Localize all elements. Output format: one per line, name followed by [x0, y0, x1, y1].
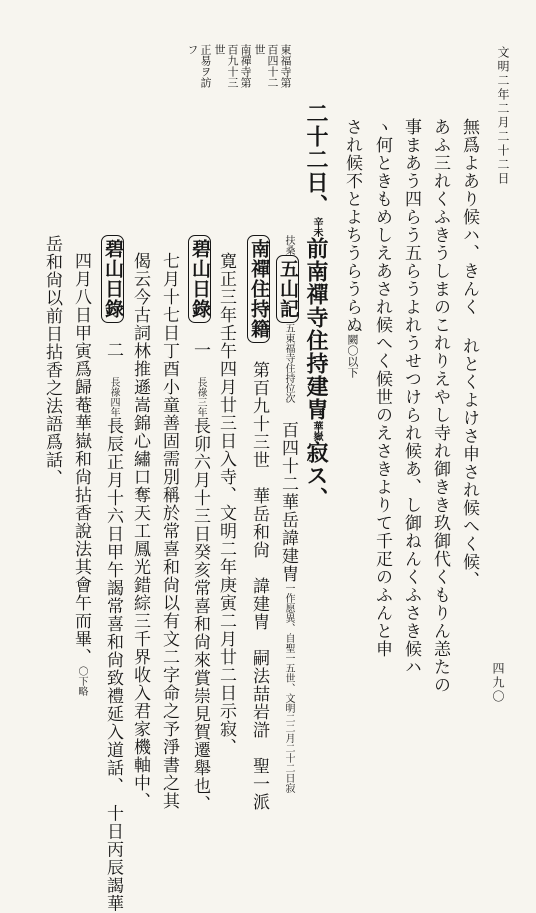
- hekizan-2-pre: 二: [103, 341, 123, 359]
- entry-title-reading: 辛未: [311, 217, 322, 237]
- hekizan-2-title-box: 碧山日錄: [101, 235, 124, 323]
- hekizan-1-line-3: 偈云今古詞林推遜嵩錦心繡口奪天工鳳光錯綜三千界收入君家機軸中、: [130, 252, 150, 810]
- entry-title-end: 寂ス、: [303, 441, 329, 510]
- entry-title-rest: 前南禪寺住持建冑: [303, 237, 329, 421]
- nanzen-title-box: 南禪住持籍: [247, 235, 270, 343]
- top-note-5: 百九十三: [226, 44, 239, 88]
- hekizan-2-line-2: [72, 252, 89, 696]
- hekizan-1-title-box: 碧山日錄: [188, 235, 211, 323]
- nanzen-line-1: [247, 235, 270, 811]
- hekizan-2-note: 長祿四年: [108, 377, 119, 417]
- hekizan-2-line-1: [101, 235, 124, 913]
- entry-title-main: 二十二日、: [303, 102, 329, 217]
- letter-line-5-text: され候不とよちうらうらぬ: [342, 118, 362, 334]
- hekizan-2-line-2-note: 〇下略: [76, 666, 87, 696]
- letter-line-5: [343, 118, 360, 378]
- gozanki-prefix: 扶桑: [283, 235, 294, 255]
- hekizan-2-line-2-text: 四月八日甲寅爲歸菴華嶽和尙拈香說法其會午而畢、: [71, 252, 91, 666]
- hekizan-2-text: 長辰正月十六日甲午謁常喜和尙致禮延入道話、: [103, 417, 123, 787]
- nanzen-text-2: 華岳和尙: [249, 487, 269, 559]
- hekizan-1-line-2: 七月十七日丁酉小童善固需別稱於常喜和尙以有文二字命之予淨書之其: [159, 252, 179, 810]
- hekizan-1-line-1: [188, 235, 211, 813]
- top-note-7: 正易ヲ訪: [199, 44, 212, 88]
- hekizan-1-text: 長卯六月十三日癸亥常喜和尙來賞崇見賀遷舉也、: [190, 417, 210, 813]
- top-note-4: 南禪寺第: [239, 44, 252, 88]
- gozanki-text: 百四十二華岳: [278, 421, 298, 529]
- hekizan-2-line-3: 岳和尙以前日拈香之法語爲話、: [42, 235, 62, 487]
- top-note-1: 東福寺第: [279, 44, 292, 88]
- letter-line-3: 事まあう四らう五らうよれうせつけられ候あ、し御ねんくふさき候ハ: [401, 118, 421, 676]
- nanzen-line-2: 寛正三年壬午四月廿三日入寺、文明二年庚寅二月廿二日示寂、: [216, 252, 236, 756]
- hekizan-2-tail: 十日丙辰謁華: [103, 804, 123, 913]
- gozanki-line: [276, 235, 299, 793]
- page-number: 四九〇: [491, 662, 505, 704]
- gozanki-note-c: 一作愿異、自聖一五世、文明二二月二十二日寂: [283, 583, 294, 793]
- nanzen-text-3: 諱建冑: [249, 577, 269, 631]
- gozanki-name: 諱建冑: [278, 529, 298, 583]
- letter-line-5-note: 闕〇以下: [346, 334, 359, 378]
- entry-title-reading-2: 華嶽: [311, 421, 322, 441]
- gozanki-title-box: 五山記: [276, 255, 299, 323]
- top-note-2: 百四十二: [266, 44, 279, 88]
- entry-title: [305, 102, 327, 510]
- letter-line-4: ヽ何ときもめしえあされ候へく候世のえさきよりて千疋のふんと申: [372, 118, 392, 658]
- nanzen-text-4: 嗣法喆岩滸: [249, 649, 269, 739]
- hekizan-1-note: 長祿三年: [195, 377, 206, 417]
- top-note-6: 世: [213, 44, 226, 55]
- top-note-8: フ: [186, 44, 199, 55]
- top-note-3: 世: [253, 44, 266, 55]
- page-date-header: 文明二年二月二十二日: [496, 46, 510, 186]
- letter-line-2: あふ三れくふきうしまのこれりえやし寺れ御きき玖御代くもりん恙たの: [430, 118, 450, 694]
- nanzen-text-1: 第百九十三世: [249, 361, 269, 469]
- gozanki-note-a: 五東福寺: [283, 323, 294, 363]
- letter-line-1: 無爲よあり候ハ、きんく れとくよけさ申され候へく候、: [459, 118, 479, 589]
- hekizan-1-pre: 一: [190, 341, 210, 359]
- nanzen-text-5: 聖一派: [249, 757, 269, 811]
- gozanki-note-b: 住持位次: [283, 363, 294, 403]
